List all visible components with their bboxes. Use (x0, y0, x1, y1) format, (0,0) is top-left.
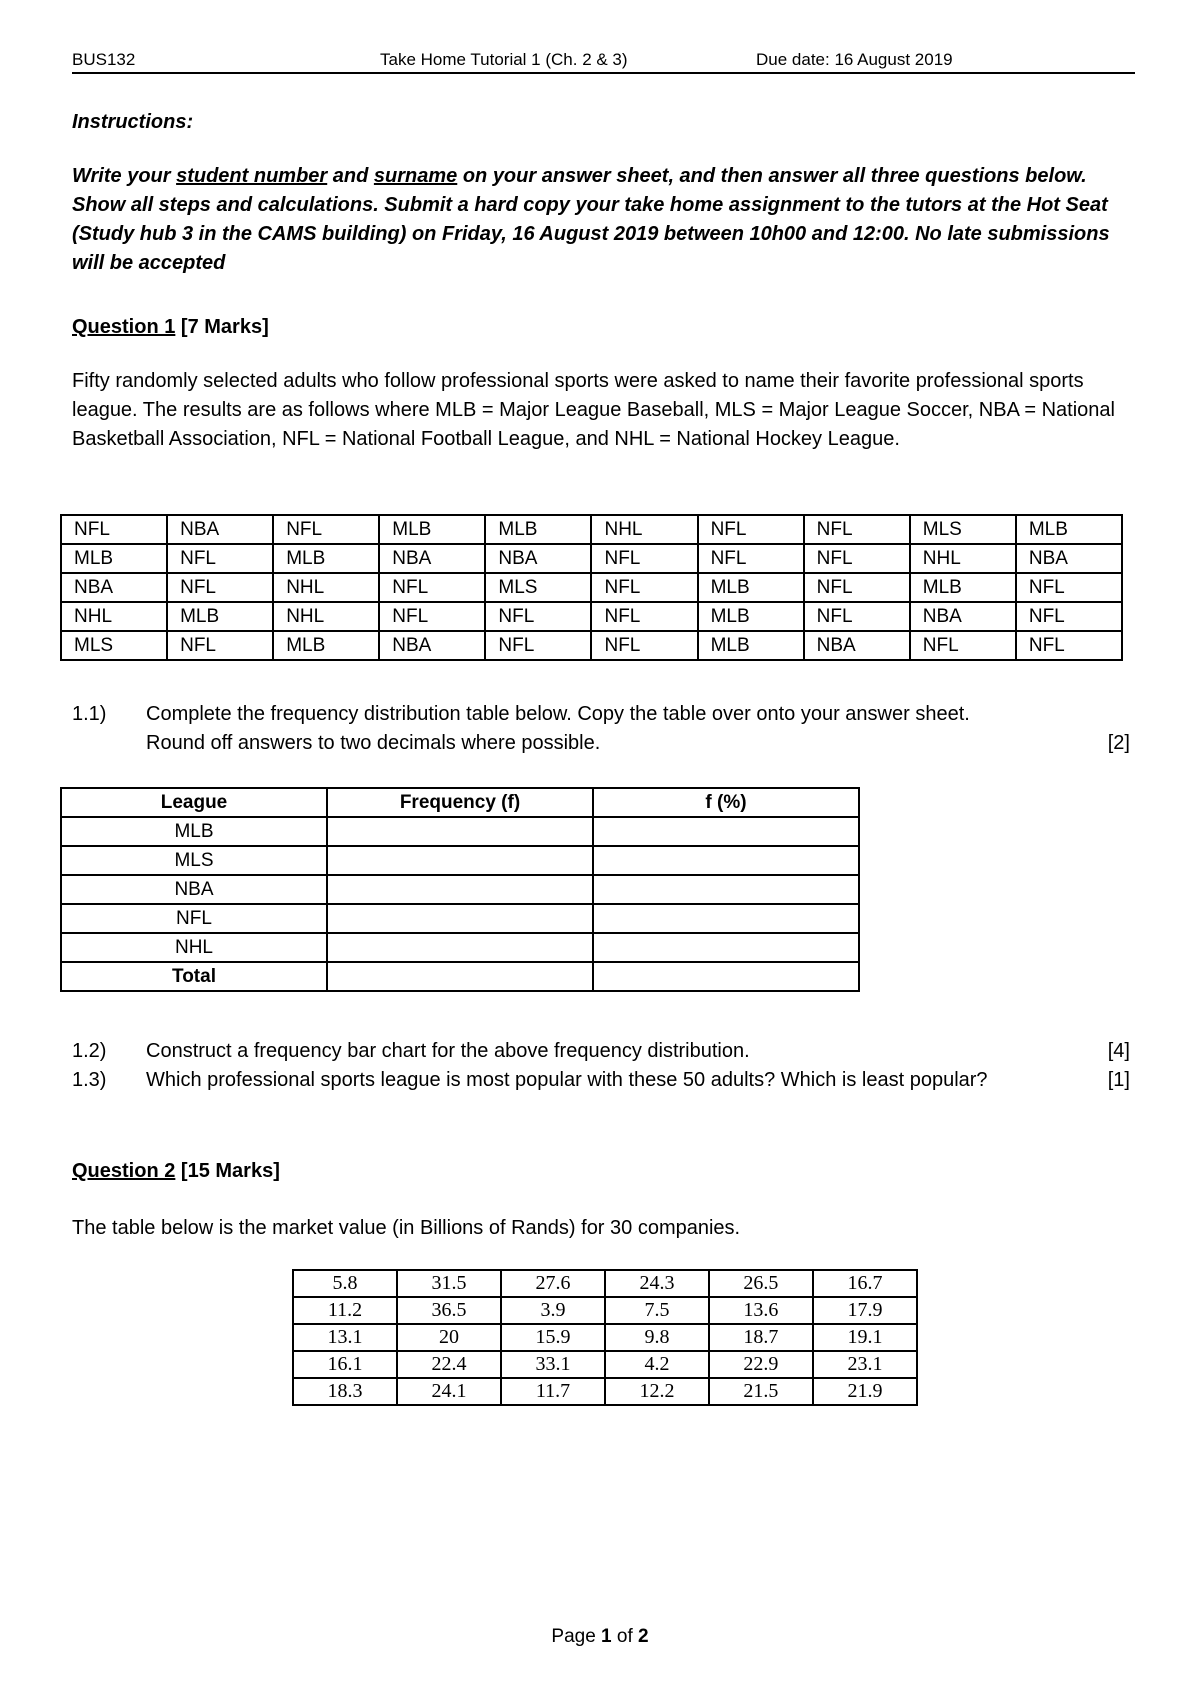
table-cell: 17.9 (813, 1297, 917, 1324)
tutorial-title: Take Home Tutorial 1 (Ch. 2 & 3) (380, 50, 628, 69)
table-cell: MLS (61, 631, 167, 660)
marks-badge: [4] (1107, 1040, 1130, 1062)
table-row (293, 1324, 917, 1351)
marks-badge: [2] (1107, 732, 1130, 754)
table-cell: 16.7 (813, 1270, 917, 1297)
table-cell: 5.8 (293, 1270, 397, 1297)
course-code: BUS132 (72, 50, 136, 69)
table-cell: NFL (1016, 631, 1122, 660)
table-cell: NHL (591, 515, 697, 544)
table-cell: NFL (804, 515, 910, 544)
instructions-text: Write your student number and surname on your answer sheet, and then answer all three questions below. Show all steps and calculations. Submit a hard copy your take home assignment to the tutors at the Hot Seat (Study hub 3 in the CAMS building) on Friday, 16 August 2019 between 10h00 and 12:00. No late submissions will be accepted (72, 165, 1110, 274)
table-cell: MLB (61, 544, 167, 573)
table-cell: NHL (910, 544, 1016, 573)
table-cell: MLB (273, 544, 379, 573)
table-cell: 13.6 (709, 1297, 813, 1324)
table-row (293, 1351, 917, 1378)
table-row-total: Total (61, 962, 859, 991)
table-cell: NBA (61, 573, 167, 602)
table-cell: 21.5 (709, 1378, 813, 1405)
table-cell: NFL (591, 573, 697, 602)
table-cell: 7.5 (605, 1297, 709, 1324)
table-cell: MLB (698, 631, 804, 660)
table-cell: 24.1 (397, 1378, 501, 1405)
table-cell: 19.1 (813, 1324, 917, 1351)
table-cell: 15.9 (501, 1324, 605, 1351)
table-cell: MLB (485, 515, 591, 544)
table-cell: 3.9 (501, 1297, 605, 1324)
question-2-heading: Question 2 [15 Marks] (72, 1160, 280, 1182)
table-cell: MLB (910, 573, 1016, 602)
table-row: NHL (61, 933, 859, 962)
table-cell: NFL (273, 515, 379, 544)
table-cell: NBA (379, 631, 485, 660)
table-cell: NFL (1016, 602, 1122, 631)
student-number-emphasis: student number (176, 165, 328, 187)
page-footer: Page 1 of 2 (551, 1626, 649, 1647)
table-cell: 27.6 (501, 1270, 605, 1297)
table-cell: NHL (273, 573, 379, 602)
table-cell: 11.2 (293, 1297, 397, 1324)
table-cell: MLS (910, 515, 1016, 544)
table-cell: 33.1 (501, 1351, 605, 1378)
table-row: NBA (61, 875, 859, 904)
total-pages: 2 (638, 1626, 649, 1647)
table-cell: NFL (910, 631, 1016, 660)
table-row: NFL (61, 904, 859, 933)
table-cell: MLB (167, 602, 273, 631)
table-cell: NBA (167, 515, 273, 544)
table-cell: NFL (804, 573, 910, 602)
table-cell: NFL (591, 602, 697, 631)
table-cell: 26.5 (709, 1270, 813, 1297)
table-cell: NFL (167, 544, 273, 573)
table-cell: NBA (804, 631, 910, 660)
table-row (61, 631, 1122, 660)
table-cell: NFL (485, 602, 591, 631)
table-row (293, 1378, 917, 1405)
table-cell: 18.7 (709, 1324, 813, 1351)
table-cell: MLB (1016, 515, 1122, 544)
table-cell: 4.2 (605, 1351, 709, 1378)
table-cell: NBA (379, 544, 485, 573)
table-cell: 11.7 (501, 1378, 605, 1405)
table-cell: NFL (591, 631, 697, 660)
question-1-intro: Fifty randomly selected adults who follow professional sports were asked to name their favorite professional sports league. The results are as follows where MLB = Major League Baseball, MLS = Major League Soccer, NBA = National Basketball Association, NFL = National Football League, and NHL = National Hockey League. (72, 370, 1115, 450)
table-cell: 20 (397, 1324, 501, 1351)
marks-badge: [1] (1107, 1069, 1130, 1091)
surname-emphasis: surname (373, 165, 458, 187)
table-cell: NHL (61, 602, 167, 631)
table-cell: 31.5 (397, 1270, 501, 1297)
table-cell: NFL (167, 573, 273, 602)
table-cell: NFL (485, 631, 591, 660)
table-cell: MLS (485, 573, 591, 602)
table-cell: MLB (698, 573, 804, 602)
table-row (61, 602, 1122, 631)
table-row (61, 544, 1122, 573)
table-cell: NHL (273, 602, 379, 631)
league-data-table (60, 514, 1123, 661)
table-cell: NBA (485, 544, 591, 573)
table-cell: 18.3 (293, 1378, 397, 1405)
table-row (61, 515, 1122, 544)
instructions-heading: Instructions: (72, 111, 194, 133)
market-value-table (292, 1269, 918, 1406)
table-cell: 13.1 (293, 1324, 397, 1351)
table-cell: NFL (804, 602, 910, 631)
table-row (293, 1270, 917, 1297)
table-cell: NBA (1016, 544, 1122, 573)
table-cell: 12.2 (605, 1378, 709, 1405)
table-cell: NFL (698, 515, 804, 544)
table-cell: NFL (61, 515, 167, 544)
page-header (72, 50, 1135, 74)
table-row: MLB (61, 817, 859, 846)
table-cell: 22.4 (397, 1351, 501, 1378)
table-row (293, 1297, 917, 1324)
table-cell: NFL (379, 602, 485, 631)
table-cell: NFL (804, 544, 910, 573)
table-cell: NFL (379, 573, 485, 602)
table-cell: 21.9 (813, 1378, 917, 1405)
table-cell: 36.5 (397, 1297, 501, 1324)
due-date: Due date: 16 August 2019 (756, 50, 953, 69)
frequency-table (60, 787, 860, 992)
current-page: 1 (601, 1626, 612, 1647)
table-cell: MLB (273, 631, 379, 660)
table-row (61, 573, 1122, 602)
table-cell: 16.1 (293, 1351, 397, 1378)
table-cell: 23.1 (813, 1351, 917, 1378)
table-cell: 9.8 (605, 1324, 709, 1351)
table-cell: NFL (591, 544, 697, 573)
table-cell: MLB (379, 515, 485, 544)
table-cell: NFL (1016, 573, 1122, 602)
table-cell: MLB (698, 602, 804, 631)
table-cell: NBA (910, 602, 1016, 631)
table-cell: NFL (698, 544, 804, 573)
question-1-heading: Question 1 [7 Marks] (72, 316, 269, 338)
table-row: MLS (61, 846, 859, 875)
table-cell: NFL (167, 631, 273, 660)
table-header-row: League Frequency (f) f (%) (61, 788, 859, 817)
table-cell: 22.9 (709, 1351, 813, 1378)
table-cell: 24.3 (605, 1270, 709, 1297)
question-2-intro: The table below is the market value (in Billions of Rands) for 30 companies. (72, 1217, 741, 1239)
